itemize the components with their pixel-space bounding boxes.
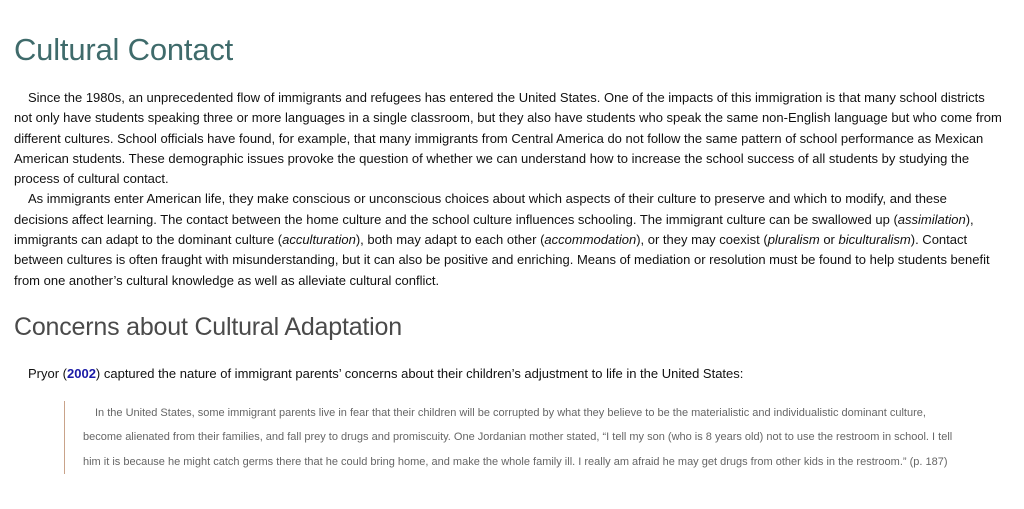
paragraph-immigration-flow: Since the 1980s, an unprecedented flow of immigrants and refugees has entered the United States. One of the impacts of this immigration is that many school districts not only have students speaking three or more languages in a single classroom, but they also have students who speak the same non-English language but who come from different cultures. School officials have found, for example, that many immigrants from Central America do not follow the same pattern of school performance as Mexican American students. These demographic issues provoke the question of whether we can understand how to increase the school success of all students by studying the process of cultural contact. (14, 90, 1002, 187)
paragraph-text: ), immigrants can adapt to the dominant culture ( (14, 211, 974, 248)
article (14, 0, 1004, 474)
paragraph-text: ). Contact between cultures is often fraught with misunderstanding, but it can also be positive and enriching. Means of mediation or resolution must be found to help students benefit from one another’s cultural knowledge as well as alleviate cultural conflict. (14, 232, 990, 288)
term-accommodation: accommodation (544, 232, 637, 248)
term-assimilation: assimilation (897, 211, 966, 227)
block-quote (64, 401, 963, 475)
term-acculturation: acculturation (282, 232, 356, 248)
paragraph-text: As immigrants enter American life, they make conscious or unconscious choices about which aspects of their culture to preserve and which to modify, and these decisions affect learning. The contact between the home culture and the school culture influences schooling. The immigrant culture can be swallowed up ( (14, 191, 947, 227)
paragraph-text: ), both may adapt to each other ( (355, 232, 545, 248)
section-title-cultural-contact: Cultural Contact (14, 32, 234, 67)
paragraph-cultural-choices (14, 189, 1004, 290)
citation-link-2002[interactable]: 2002 (67, 365, 96, 381)
term-pluralism: pluralism (767, 232, 820, 248)
intro-text: Pryor ( (28, 365, 67, 381)
intro-text: ) captured the nature of immigrant parents’ concerns about their children’s adjustment to life in the United States: (95, 365, 744, 381)
quote-text: In the United States, some immigrant parents live in fear that their children will be corrupted by what they believe to be the materialistic and individualistic dominant culture, become alienated from their families, and fall prey to drugs and promiscuity. One Jordanian mother stated, “I tell my son (who is 8 years old) not to use the restroom in school. I tell him it is because he might catch germs there that he could bring home, and make the whole family ill. I really am afraid he may get drugs from other kids in the restroom.” (p. 187) (83, 406, 953, 468)
paragraph-pryor-intro (14, 364, 1004, 384)
paragraph-text: or (819, 232, 839, 248)
paragraph-text: ), or they may coexist ( (636, 232, 768, 248)
term-biculturalism: biculturalism (838, 232, 911, 248)
section-title-concerns: Concerns about Cultural Adaptation (14, 312, 402, 341)
